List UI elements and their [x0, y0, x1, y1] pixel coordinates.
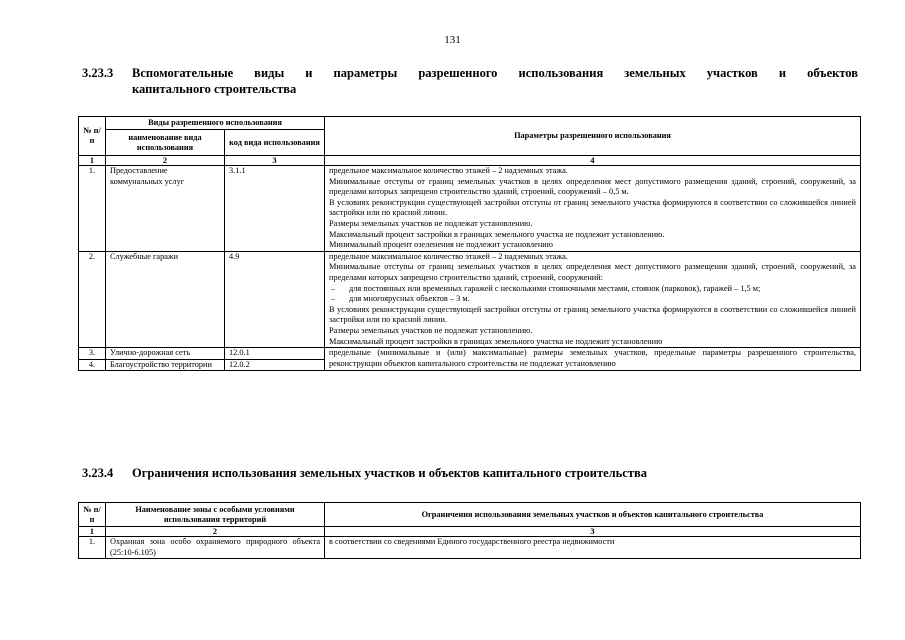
header-zone: Наименование зоны с особыми условиями использования территорий	[106, 503, 325, 527]
param-line: В условиях реконструкции существующей застройки отступы от границ земельного участка формируются в соответствии со сложившейся линией застройки или по красной линии.	[329, 304, 856, 325]
header-code: код вида использования	[225, 130, 325, 156]
section-title-line1: Вспомогательные виды и параметры разрешенного использования земельных участков и объектов	[132, 66, 858, 80]
row-zone: Охранная зона особо охраняемого природного объекта (25:10-6.105)	[106, 537, 325, 559]
dash-item: – для постоянных или временных гаражей с несколькими стояночными местами, стоянок (парковок), гаражей – 1,5 м;	[329, 284, 856, 295]
header-group: Виды разрешенного использования	[106, 117, 325, 130]
param-line: Максимальный процент застройки в границах земельного участка не подлежит установлению	[329, 336, 663, 346]
param-line: Минимальные отступы от границ земельных участков в целях определения мест допустимого размещения зданий, строений, сооружений, за пределами которых запрещено строительство зданий, строений, сооружений – 0,5 м.	[329, 176, 856, 197]
colnum: 2	[106, 527, 325, 537]
table-row	[79, 348, 861, 360]
row-name: Предоставление коммунальных услуг	[106, 166, 225, 252]
column-numbers-row	[79, 156, 861, 166]
param-line: предельное максимальное количество этажей – 2 надземных этажа.	[329, 251, 568, 261]
row-num: 1.	[79, 537, 106, 559]
param-line: Минимальные отступы от границ земельных участков в целях определения мест допустимого размещения зданий, строений, сооружений, за пределами которых запрещено строительство зданий, строений, сооружений:	[329, 262, 856, 282]
table-row	[79, 251, 861, 347]
row-name: Улично-дорожная сеть	[106, 348, 225, 360]
row-code: 3.1.1	[225, 166, 325, 252]
table-row	[79, 537, 861, 559]
section-title-line2: капитального строительства	[132, 82, 297, 96]
row-code: 4.9	[225, 251, 325, 347]
colnum: 1	[79, 527, 106, 537]
param-line: Размеры земельных участков не подлежат установлению.	[329, 218, 533, 228]
row-num: 3.	[79, 348, 106, 360]
colnum: 3	[325, 527, 861, 537]
dash-item: – для многоярусных объектов – 3 м.	[329, 294, 856, 305]
colnum: 4	[325, 156, 861, 166]
row-code: 12.0.1	[225, 348, 325, 360]
row-name: Благоустройство территории	[106, 359, 225, 371]
param-line: Минимальный процент озеленения не подлежит установлению	[329, 240, 553, 250]
row-num: 4.	[79, 359, 106, 371]
param-line: Максимальный процент застройки в границах земельного участка не подлежит установлению.	[329, 229, 665, 239]
header-limits: Ограничения использования земельных участков и объектов капитального строительства	[325, 503, 861, 527]
param-line: предельное максимальное количество этажей – 2 надземных этажа.	[329, 166, 568, 175]
row-params-merged: предельные (минимальные и (или) максимальные) размеры земельных участков, предельные параметры разрешенного строительства, реконструкции объектов капитального строительства не подлежат установлению	[325, 348, 861, 371]
colnum: 3	[225, 156, 325, 166]
header-name: наименование вида использования	[106, 130, 225, 156]
param-line: В условиях реконструкции существующей застройки отступы от границ земельного участка формируются в соответствии со сложившейся линией застройки или по красной линии.	[329, 197, 856, 218]
permitted-use-table	[78, 116, 861, 371]
colnum: 1	[79, 156, 106, 166]
row-num: 1.	[79, 166, 106, 252]
section-title: Ограничения использования земельных участков и объектов капитального строительства	[132, 466, 647, 480]
header-params: Параметры разрешенного использования	[325, 117, 861, 156]
section-number: 3.23.4	[82, 466, 114, 480]
page-number: 131	[444, 34, 461, 46]
column-numbers-row	[79, 527, 861, 537]
row-name: Служебные гаражи	[106, 251, 225, 347]
row-code: 12.0.2	[225, 359, 325, 371]
header-num: № п/п	[79, 503, 106, 527]
colnum: 2	[106, 156, 225, 166]
header-num: № п/п	[79, 117, 106, 156]
row-num: 2.	[79, 251, 106, 347]
restrictions-table	[78, 502, 861, 559]
row-limits: в соответствии со сведениями Единого государственного реестра недвижимости	[325, 537, 861, 559]
row-params	[325, 251, 861, 347]
section-number: 3.23.3	[82, 66, 114, 80]
table-row	[79, 166, 861, 252]
row-params	[325, 166, 861, 252]
param-line: Размеры земельных участков не подлежат установлению.	[329, 325, 533, 335]
